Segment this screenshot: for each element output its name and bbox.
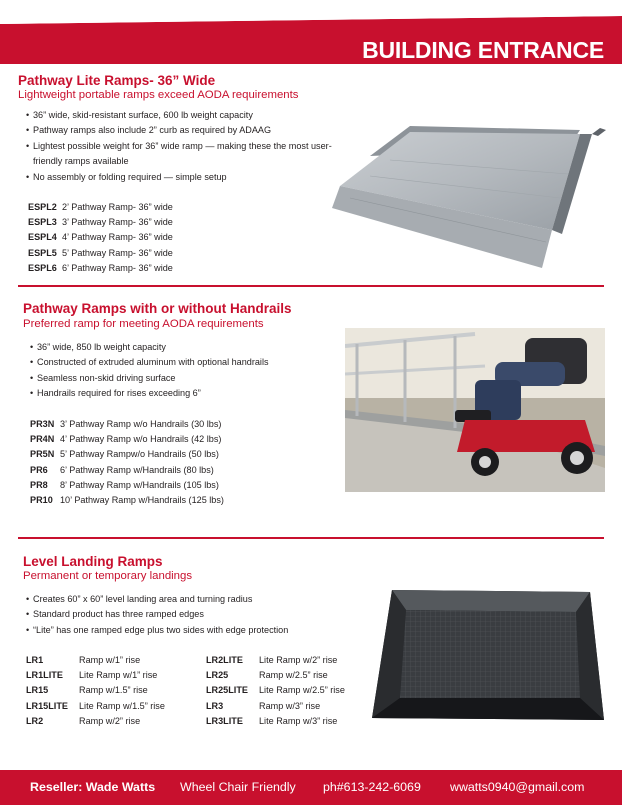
product-row xyxy=(26,699,165,714)
product-row xyxy=(26,683,165,698)
product-code: LR2 xyxy=(26,715,44,726)
section-title-pathway-lite: Pathway Lite Ramps- 36” Wide xyxy=(18,73,216,88)
product-code: LR3 xyxy=(206,700,224,711)
product-row xyxy=(30,463,224,478)
section-title-level-landing: Level Landing Ramps xyxy=(23,554,163,569)
product-desc: Lite Ramp w/3” rise xyxy=(259,715,338,726)
product-code: PR5N xyxy=(30,449,55,460)
product-desc: 4’ Pathway Ramp w/o Handrails (42 lbs) xyxy=(60,434,222,445)
product-code: LR25LITE xyxy=(206,685,248,696)
bullet-item: • 36” wide, skid-resistant surface, 600 lb weight capacity xyxy=(26,108,338,123)
product-desc: 2’ Pathway Ramp- 36” wide xyxy=(62,202,173,212)
product-code: LR15LITE xyxy=(26,700,68,711)
product-code: ESPL6 xyxy=(28,262,57,273)
product-row xyxy=(28,230,173,245)
product-code: ESPL4 xyxy=(28,232,57,243)
product-code: ESPL2 xyxy=(28,202,57,212)
product-desc: Ramp w/1” rise xyxy=(79,655,141,665)
product-desc: 5’ Pathway Ramp- 36” wide xyxy=(62,247,173,258)
product-desc: Ramp w/3” rise xyxy=(259,700,321,711)
product-code: PR10 xyxy=(30,495,53,506)
product-row xyxy=(206,683,345,698)
product-desc: 6’ Pathway Ramp w/Handrails (80 lbs) xyxy=(60,464,214,475)
bullet-list-level-landing xyxy=(26,592,356,638)
product-desc: Ramp w/2.5” rise xyxy=(259,670,328,681)
product-code: PR8 xyxy=(30,479,48,490)
section-subtitle-level-landing: Permanent or temporary landings xyxy=(23,570,193,582)
footer-tagline: Wheel Chair Friendly xyxy=(180,780,296,794)
product-row xyxy=(26,653,165,668)
bullet-list-pathway-lite xyxy=(26,108,338,185)
bullet-item: • Handrails required for rises exceeding 6” xyxy=(30,386,330,401)
product-row xyxy=(30,493,224,508)
footer-reseller: Reseller: Wade Watts xyxy=(30,780,156,794)
product-code: PR3N xyxy=(30,419,55,429)
product-row xyxy=(28,215,173,230)
product-desc: 4’ Pathway Ramp- 36” wide xyxy=(62,232,173,243)
product-desc: Ramp w/2” rise xyxy=(79,715,141,726)
footer-email-link[interactable]: wwatts0940@gmail.com xyxy=(450,780,585,794)
section-divider xyxy=(18,537,604,539)
footer-phone[interactable]: ph#613-242-6069 xyxy=(323,780,421,794)
bullet-item: • Lightest possible weight for 36” wide ramp — making these the most user-friendly ramps available xyxy=(26,139,338,170)
product-code: LR1 xyxy=(26,655,44,665)
product-desc: 5’ Pathway Rampw/o Handrails (50 lbs) xyxy=(60,449,219,460)
product-list-pathway-lite xyxy=(28,200,173,276)
product-desc: 10’ Pathway Ramp w/Handrails (125 lbs) xyxy=(60,495,224,506)
product-row xyxy=(28,246,173,261)
section-title-pathway-handrails: Pathway Ramps with or without Handrails xyxy=(23,301,292,316)
product-desc: 6’ Pathway Ramp- 36” wide xyxy=(62,262,173,273)
section-subtitle-pathway-lite: Lightweight portable ramps exceed AODA requirements xyxy=(18,89,299,101)
product-desc: Lite Ramp w/2” rise xyxy=(259,655,338,665)
product-list-level-landing-left xyxy=(26,653,165,729)
pathway-lite-ramp-photo xyxy=(330,118,612,278)
bullet-item: • Creates 60” x 60” level landing area and turning radius xyxy=(26,592,356,607)
product-desc: Lite Ramp w/1.5” rise xyxy=(79,700,165,711)
bullet-item: • Pathway ramps also include 2” curb as required by ADAAG xyxy=(26,123,338,138)
product-list-pathway-handrails xyxy=(30,417,224,508)
product-row xyxy=(30,478,224,493)
product-desc: Lite Ramp w/1” rise xyxy=(79,670,158,681)
product-row xyxy=(30,432,224,447)
product-code: PR4N xyxy=(30,434,55,445)
section-divider xyxy=(18,285,604,287)
bullet-item: • No assembly or folding required — simple setup xyxy=(26,170,338,185)
product-row xyxy=(206,714,345,729)
product-row xyxy=(30,417,224,432)
section-subtitle-pathway-handrails: Preferred ramp for meeting AODA requirements xyxy=(23,318,264,330)
product-list-level-landing-right xyxy=(206,653,345,729)
product-row xyxy=(206,653,345,668)
product-code: LR15 xyxy=(26,685,49,696)
product-desc: Lite Ramp w/2.5” rise xyxy=(259,685,345,696)
product-code: ESPL5 xyxy=(28,247,57,258)
product-row xyxy=(26,668,165,683)
product-row xyxy=(28,200,173,215)
handrail-ramp-scooter-photo xyxy=(345,328,605,492)
bullet-item: • Standard product has three ramped edges xyxy=(26,607,356,622)
product-code: ESPL3 xyxy=(28,217,57,228)
product-row xyxy=(30,447,224,462)
bullet-item: • Constructed of extruded aluminum with optional handrails xyxy=(30,355,330,370)
product-desc: 8’ Pathway Ramp w/Handrails (105 lbs) xyxy=(60,479,219,490)
product-desc: Ramp w/1.5” rise xyxy=(79,685,148,696)
level-landing-ramp-photo xyxy=(370,586,606,724)
product-desc: 3’ Pathway Ramp w/o Handrails (30 lbs) xyxy=(60,419,222,429)
product-row xyxy=(26,714,165,729)
product-code: LR2LITE xyxy=(206,655,243,665)
product-row xyxy=(28,261,173,276)
bullet-item: • “Lite” has one ramped edge plus two sides with edge protection xyxy=(26,623,356,638)
product-code: LR3LITE xyxy=(206,715,243,726)
product-row xyxy=(206,668,345,683)
product-code: PR6 xyxy=(30,464,48,475)
product-code: LR1LITE xyxy=(26,670,63,681)
bullet-list-pathway-handrails xyxy=(30,340,330,402)
product-code: LR25 xyxy=(206,670,229,681)
bullet-item: • 36” wide, 850 lb weight capacity xyxy=(30,340,330,355)
product-row xyxy=(206,699,345,714)
product-desc: 3’ Pathway Ramp- 36” wide xyxy=(62,217,173,228)
bullet-item: • Seamless non-skid driving surface xyxy=(30,371,330,386)
page-title: BUILDING ENTRANCE xyxy=(362,37,604,63)
